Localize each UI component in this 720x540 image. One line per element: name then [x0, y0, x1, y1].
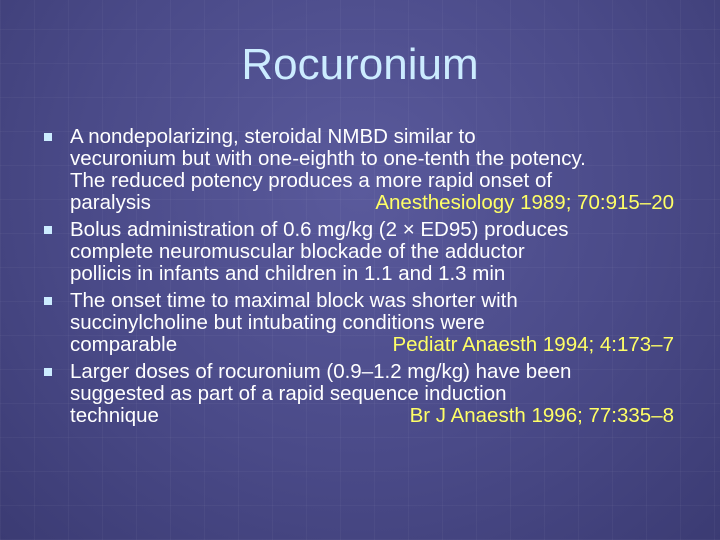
bullet-item-1 [44, 126, 684, 214]
bullet-list [44, 126, 684, 432]
slide-title: Rocuronium [241, 40, 479, 89]
bullet-text-line-with-reference [70, 334, 684, 356]
bullet-item-3 [44, 290, 684, 356]
bullet-text-line: suggested as part of a rapid sequence induction [70, 382, 507, 405]
square-bullet-icon [44, 368, 52, 376]
bullet-text-line: vecuronium but with one-eighth to one-tenth the potency. [70, 147, 586, 170]
bullet-text-line: paralysis [70, 191, 151, 214]
bullet-text-line: complete neuromuscular blockade of the adductor [70, 240, 525, 263]
bullet-text-line-with-reference [70, 405, 684, 427]
square-bullet-icon [44, 297, 52, 305]
bullet-text-line: A nondepolarizing, steroidal NMBD similar to [70, 125, 476, 148]
square-bullet-icon [44, 226, 52, 234]
bullet-text-line: comparable [70, 333, 178, 356]
bullet-text-line: Bolus administration of 0.6 mg/kg (2 × ED95) produces [70, 218, 569, 241]
bullet-item-4 [44, 361, 684, 427]
bullet-text-line: Larger doses of rocuronium (0.9–1.2 mg/kg) have been [70, 360, 572, 383]
bullet-text-line: succinylcholine but intubating conditions were [70, 311, 485, 334]
citation-reference: Br J Anaesth 1996; 77:335–8 [409, 404, 674, 427]
citation-reference: Pediatr Anaesth 1994; 4:173–7 [392, 333, 674, 356]
bullet-text-line: The reduced potency produces a more rapid onset of [70, 169, 553, 192]
bullet-text-line: The onset time to maximal block was shorter with [70, 289, 518, 312]
bullet-text-line: pollicis in infants and children in 1.1 and 1.3 min [70, 262, 506, 285]
bullet-item-2 [44, 219, 684, 285]
bullet-text-line-with-reference [70, 192, 684, 214]
citation-reference: Anesthesiology 1989; 70:915–20 [375, 191, 674, 214]
bullet-text-line: technique [70, 404, 159, 427]
square-bullet-icon [44, 133, 52, 141]
